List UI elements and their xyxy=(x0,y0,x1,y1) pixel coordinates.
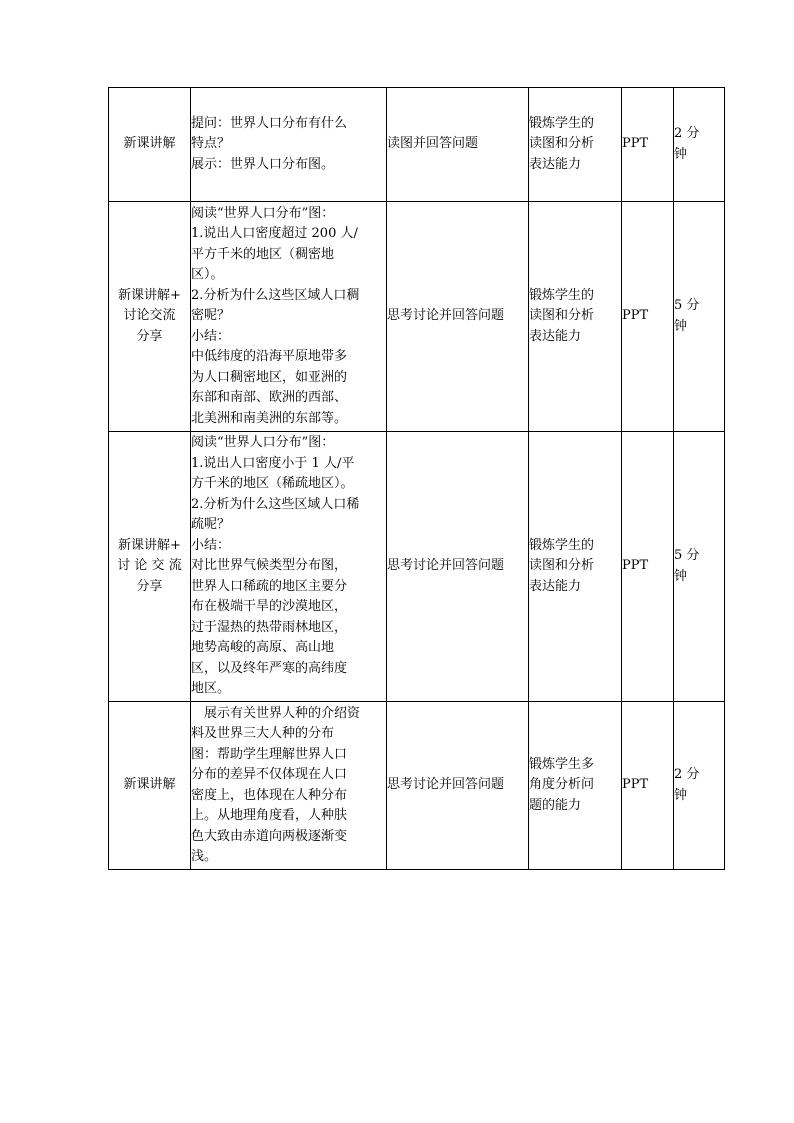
content-line: 2.分析为什么这些区域人口稀 xyxy=(191,496,360,512)
time-line: 2 分 xyxy=(674,126,700,141)
student-activity-cell xyxy=(387,88,529,202)
stage-line: 分享 xyxy=(136,328,163,344)
stage-line: 新课讲解+ xyxy=(118,287,181,303)
purpose-line: 锻炼学生的 xyxy=(529,287,595,303)
content-line: 疏呢？ xyxy=(191,517,231,533)
content-line: 平方千米的地区（稠密地 xyxy=(191,246,335,262)
content-line: 东部和南部、欧洲的西部、 xyxy=(191,390,348,406)
content-line: 1.说出人口密度小于 1 人/平 xyxy=(191,455,355,471)
purpose-cell xyxy=(529,432,622,702)
purpose-cell xyxy=(529,702,622,870)
media-cell xyxy=(622,88,674,202)
content-line: 世界人口稀疏的地区主要分 xyxy=(191,578,348,594)
table-row xyxy=(109,432,725,702)
content-line: 1.说出人口密度超过 200 人/ xyxy=(191,226,358,242)
content-line: 方千米的地区（稀疏地区）。 xyxy=(191,476,354,492)
stage-cell xyxy=(109,202,191,432)
time-cell xyxy=(674,202,725,432)
stage-line: 新课讲解 xyxy=(123,777,176,793)
time-cell xyxy=(674,432,725,702)
stage-cell xyxy=(109,432,191,702)
content-line: 图：帮助学生理解世界人口 xyxy=(191,746,348,762)
table-row xyxy=(109,702,725,870)
stage-line: 新课讲解+ xyxy=(118,537,181,553)
purpose-line: 题的能力 xyxy=(529,797,582,813)
content-cell xyxy=(191,702,387,870)
time-line: 5 分 xyxy=(674,548,700,563)
student-activity-cell xyxy=(387,432,529,702)
time-cell xyxy=(674,88,725,202)
content-line: 阅读“世界人口分布”图： xyxy=(191,435,335,451)
content-line: 对比世界气候类型分布图， xyxy=(191,558,348,574)
content-cell xyxy=(191,202,387,432)
stage-line: 分享 xyxy=(136,578,163,594)
student-activity-text: 读图并回答问题 xyxy=(387,136,479,152)
content-line: 展示有关世界人种的介绍资 xyxy=(191,705,361,721)
time-line: 钟 xyxy=(674,146,688,162)
content-line: 过于湿热的热带雨林地区， xyxy=(191,619,348,635)
table-row xyxy=(109,202,725,432)
purpose-line: 表达能力 xyxy=(529,578,582,594)
purpose-line: 读图和分析 xyxy=(529,136,595,152)
content-cell xyxy=(191,88,387,202)
purpose-line: 锻炼学生多 xyxy=(529,756,595,772)
content-line: 料及世界三大人种的分布 xyxy=(191,726,335,741)
content-line: 特点？ xyxy=(191,136,231,152)
purpose-line: 锻炼学生的 xyxy=(529,115,595,131)
content-line: 为人口稠密地区，如亚洲的 xyxy=(191,369,348,385)
content-line: 区）。 xyxy=(191,267,224,283)
purpose-line: 表达能力 xyxy=(529,328,582,344)
student-activity-text: 思考讨论并回答问题 xyxy=(387,777,505,793)
content-line: 浅。 xyxy=(191,849,218,864)
purpose-cell xyxy=(529,88,622,202)
stage-line: 讨 论 交 流 xyxy=(117,558,182,574)
purpose-line: 表达能力 xyxy=(529,156,582,172)
stage-line: 新课讲解 xyxy=(123,136,176,152)
content-line: 色大致由赤道向两极逐渐变 xyxy=(191,828,348,844)
purpose-line: 读图和分析 xyxy=(529,308,595,324)
time-cell xyxy=(674,702,725,870)
time-line: 钟 xyxy=(674,787,688,803)
content-line: 分布的差异不仅体现在人口 xyxy=(191,767,348,782)
purpose-line: 角度分析问 xyxy=(529,777,595,793)
media-text: PPT xyxy=(622,308,649,324)
purpose-line: 读图和分析 xyxy=(529,558,595,574)
stage-line: 讨论交流 xyxy=(123,308,176,324)
content-line: 阅读“世界人口分布”图： xyxy=(191,205,335,221)
time-line: 2 分 xyxy=(674,767,700,782)
media-cell xyxy=(622,202,674,432)
student-activity-text: 思考讨论并回答问题 xyxy=(387,558,505,574)
purpose-line: 锻炼学生的 xyxy=(529,537,595,553)
media-cell xyxy=(622,432,674,702)
content-line: 中低纬度的沿海平原地带多 xyxy=(191,349,348,365)
time-line: 5 分 xyxy=(674,298,700,313)
content-line: 北美洲和南美洲的东部等。 xyxy=(191,410,348,426)
student-activity-text: 思考讨论并回答问题 xyxy=(387,308,505,324)
content-cell xyxy=(191,432,387,702)
student-activity-cell xyxy=(387,202,529,432)
content-line: 区，以及终年严寒的高纬度 xyxy=(191,660,348,676)
media-text: PPT xyxy=(622,558,649,574)
purpose-cell xyxy=(529,202,622,432)
content-line: 地区。 xyxy=(191,681,231,697)
student-activity-cell xyxy=(387,702,529,870)
content-line: 小结： xyxy=(191,537,231,553)
table-row xyxy=(109,88,725,202)
content-line: 密度上，也体现在人种分布 xyxy=(191,787,348,803)
table-body xyxy=(109,88,725,870)
stage-cell xyxy=(109,88,191,202)
content-line: 2.分析为什么这些区域人口稠 xyxy=(191,287,360,303)
media-cell xyxy=(622,702,674,870)
content-line: 提问：世界人口分布有什么 xyxy=(191,115,348,131)
media-text: PPT xyxy=(622,777,649,793)
content-line: 布在极端干旱的沙漠地区， xyxy=(191,599,348,615)
lesson-plan-table xyxy=(108,87,725,870)
media-text: PPT xyxy=(622,136,649,152)
time-line: 钟 xyxy=(674,318,688,334)
content-line: 展示：世界人口分布图。 xyxy=(191,156,335,172)
content-line: 地势高峻的高原、高山地 xyxy=(191,640,335,656)
content-line: 密呢？ xyxy=(191,308,231,324)
content-line: 上。从地理角度看，人种肤 xyxy=(191,808,348,823)
time-line: 钟 xyxy=(674,568,688,584)
content-line: 小结： xyxy=(191,328,231,344)
stage-cell xyxy=(109,702,191,870)
